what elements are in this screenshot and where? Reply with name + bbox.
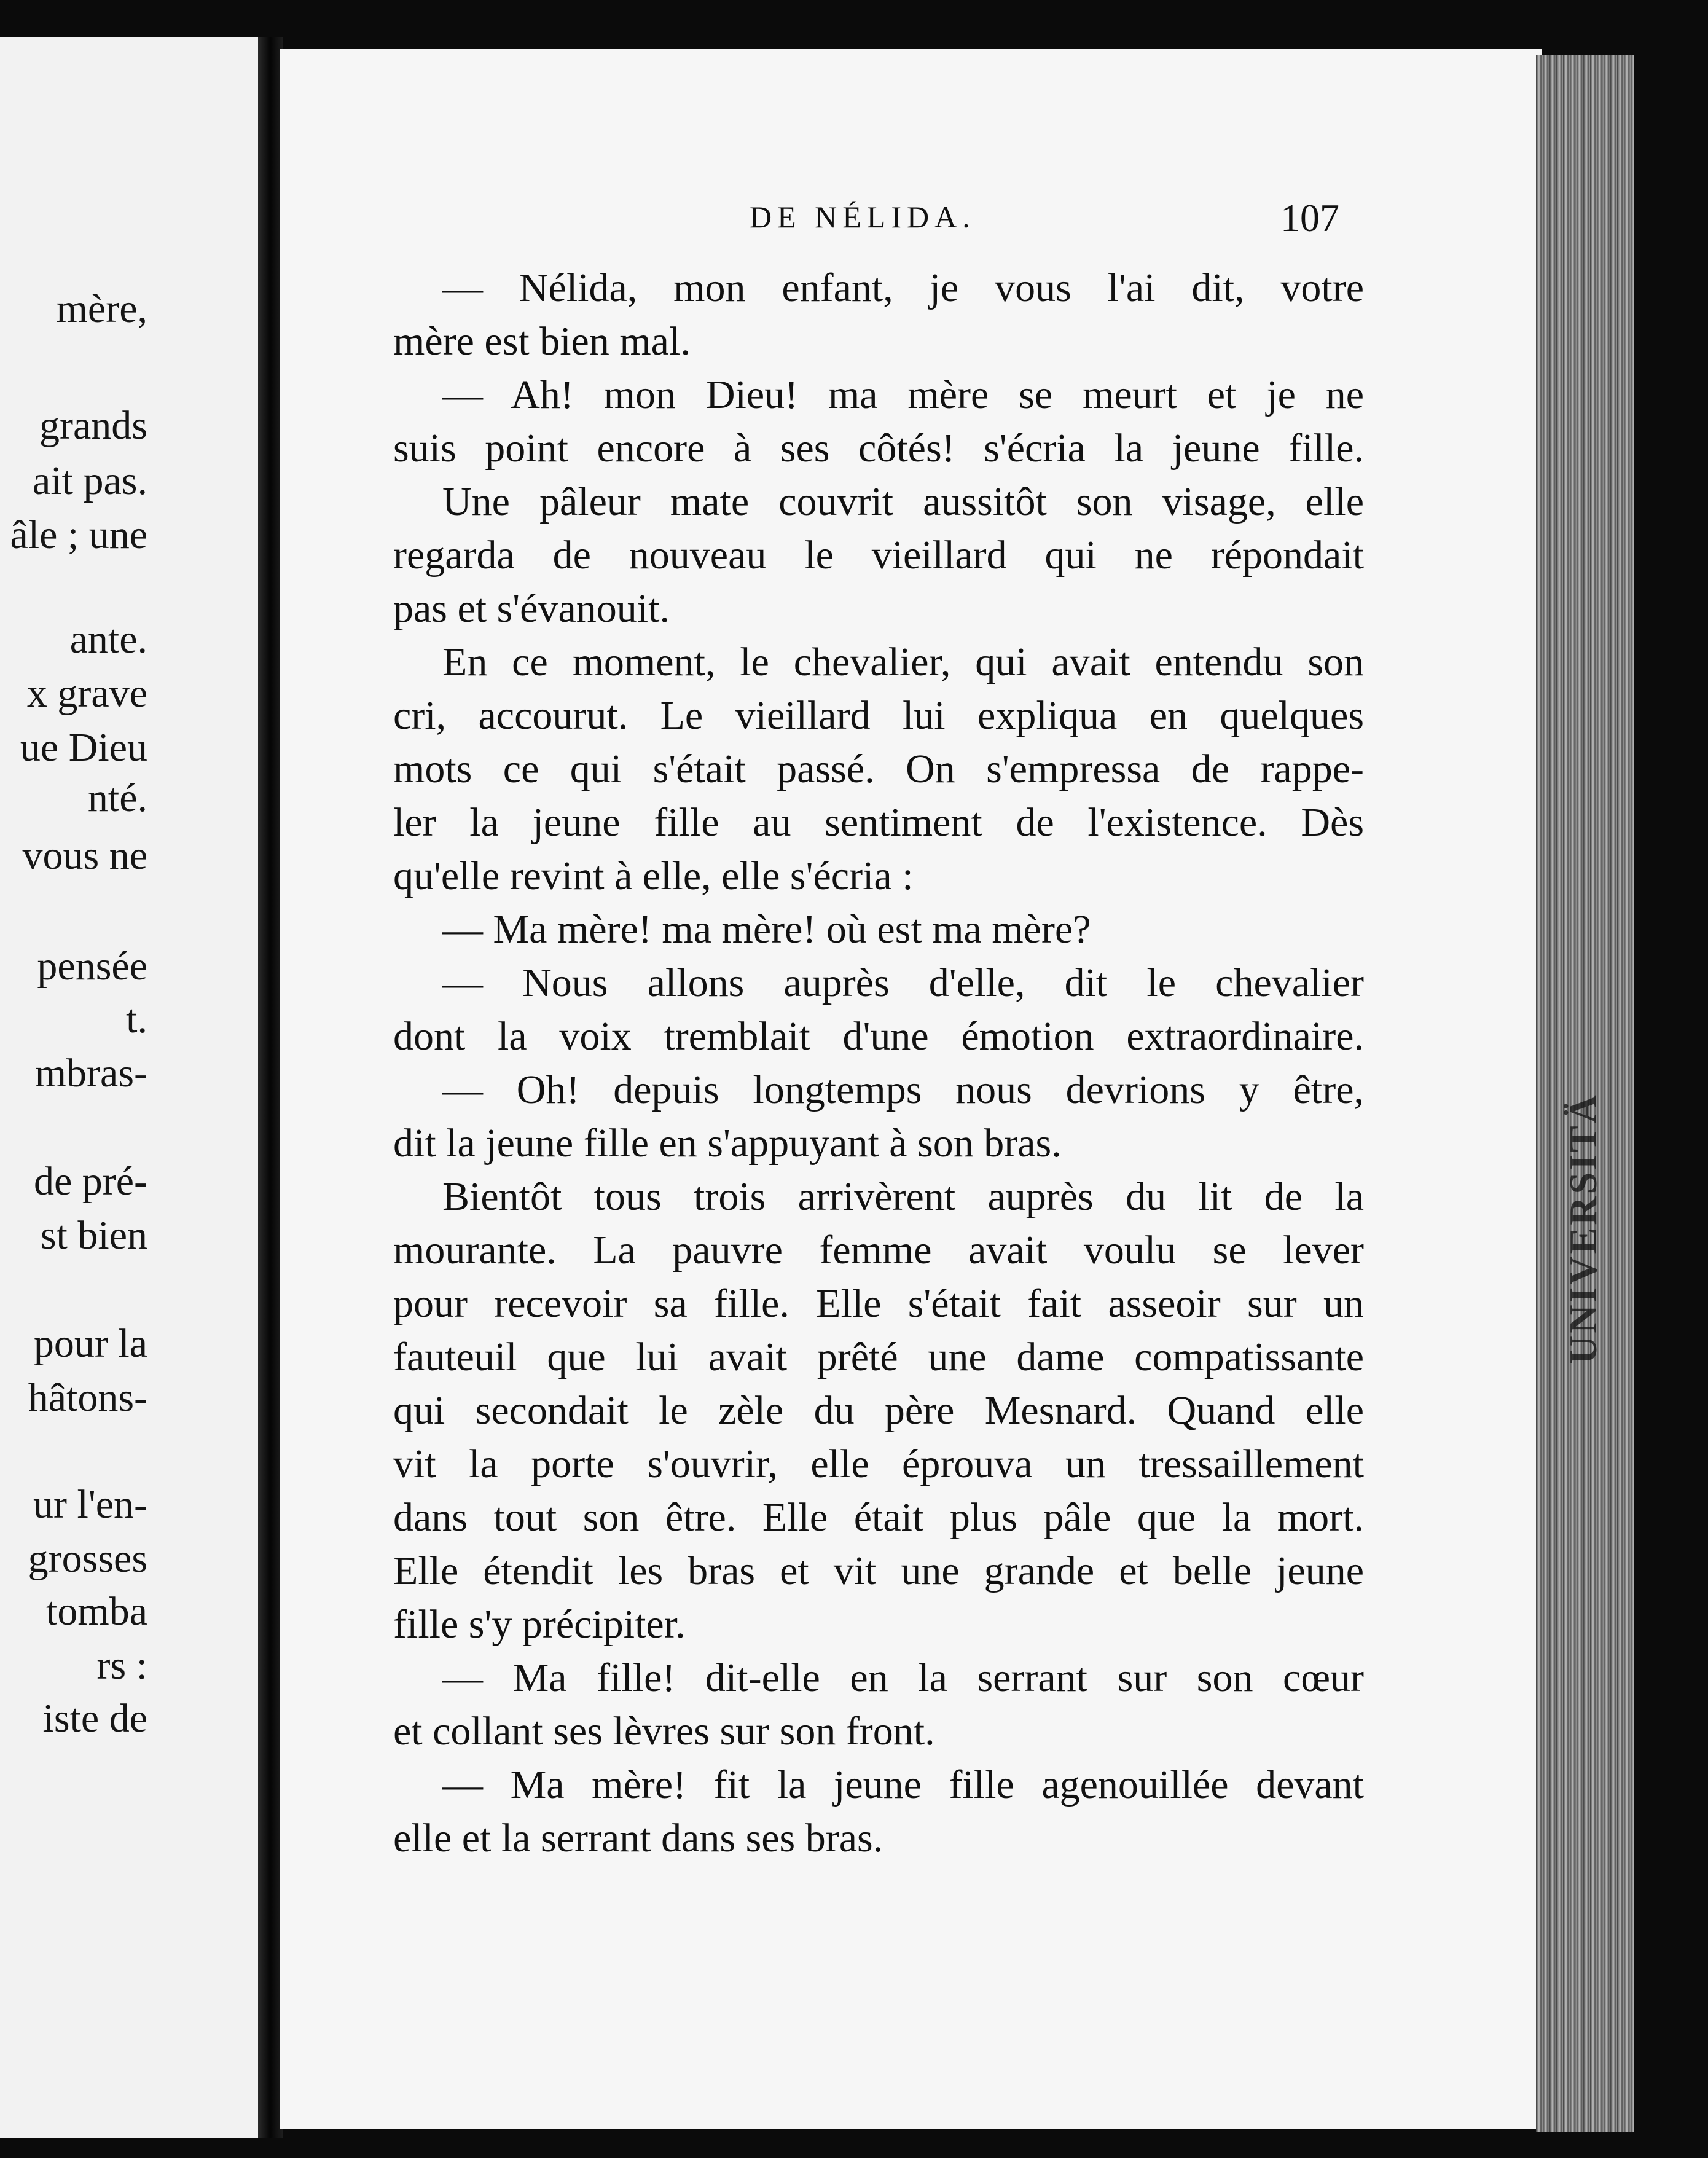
page-number: 107 [1280,196,1339,240]
left-page-fragment: hâtons- [28,1375,147,1420]
left-page-fragment: ait pas. [33,458,147,503]
text-line: Bientôt tous trois arrivèrent auprès du lit de la [442,1174,1364,1219]
text-line: — Nous allons auprès d'elle, dit le chevalier [442,960,1364,1005]
left-page-fragment: iste de [42,1696,147,1741]
body-text [393,261,1364,1865]
text-line: — Nélida, mon enfant, je vous l'ai dit, votre [442,265,1364,310]
left-page-fragment: de pré- [33,1159,147,1204]
text-line: fille s'y précipiter. [393,1602,686,1647]
text-line: ler la jeune fille au sentiment de l'existence. Dès [393,800,1364,845]
text-line: mourante. La pauvre femme avait voulu se lever [393,1228,1364,1273]
text-line: cri, accourut. Le vieillard lui expliqua en quelques [393,693,1364,738]
text-line: qu'elle revint à elle, elle s'écria : [393,853,914,898]
text-line: — Ma mère! ma mère! où est ma mère? [442,907,1091,952]
left-page-fragment: ante. [69,617,147,662]
text-line: fauteuil que lui avait prêté une dame compatissante [393,1335,1364,1379]
left-page-fragment: grands [39,403,147,448]
left-page-fragment: mère, [56,286,147,331]
running-head [467,195,1339,238]
text-line: — Oh! depuis longtemps nous devrions y être, [442,1067,1364,1112]
text-line: — Ma mère! fit la jeune fille agenouillée devant [442,1762,1364,1807]
left-page-fragment: pensée [37,944,147,989]
left-page-fragment: tomba [46,1589,147,1634]
left-page-fragment: st bien [40,1213,147,1258]
left-page-fragment: mbras- [34,1051,147,1096]
text-line: suis point encore à ses côtés! s'écria la jeune fille. [393,426,1364,471]
library-stamp: UNIVERSITÄ [1561,1093,1605,1364]
text-line: elle et la serrant dans ses bras. [393,1816,883,1861]
running-title: DE NÉLIDA. [750,200,976,234]
left-page-fragment: pour la [33,1321,147,1366]
text-line: Une pâleur mate couvrit aussitôt son visage, elle [442,479,1364,524]
text-line: pas et s'évanouit. [393,586,670,631]
text-line: — Ah! mon Dieu! ma mère se meurt et je ne [442,372,1364,417]
text-line: dans tout son être. Elle était plus pâle que la mort. [393,1495,1364,1540]
left-page-fragment: ur l'en- [33,1482,147,1527]
left-page-fragment: t. [126,997,147,1042]
text-line: — Ma fille! dit-elle en la serrant sur son cœur [442,1655,1364,1700]
text-line: mots ce qui s'était passé. On s'empressa de rappe- [393,747,1364,791]
text-line: et collant ses lèvres sur son front. [393,1709,935,1754]
text-line: En ce moment, le chevalier, qui avait entendu son [442,640,1364,685]
text-line: pour recevoir sa fille. Elle s'était fait asseoir sur un [393,1281,1364,1326]
text-line: dont la voix tremblait d'une émotion extraordinaire. [393,1014,1364,1059]
previous-page [0,37,258,2138]
book-gutter [258,37,283,2138]
left-page-fragment: grosses [28,1536,147,1581]
text-line: mère est bien mal. [393,319,691,364]
text-line: dit la jeune fille en s'appuyant à son bras. [393,1121,1062,1166]
text-line: regarda de nouveau le vieillard qui ne répondait [393,533,1364,578]
text-line: Elle étendit les bras et vit une grande et belle jeune [393,1548,1364,1593]
text-line: qui secondait le zèle du père Mesnard. Quand elle [393,1388,1364,1433]
left-page-fragment: nté. [87,775,147,820]
left-page-fragment: ue Dieu [20,725,147,770]
text-line: vit la porte s'ouvrir, elle éprouva un tressaillement [393,1442,1364,1486]
left-page-fragment: rs : [96,1643,147,1688]
left-page-fragment: x grave [26,671,147,716]
left-page-fragment: vous ne [22,833,147,878]
left-page-fragment: âle ; une [10,512,147,557]
